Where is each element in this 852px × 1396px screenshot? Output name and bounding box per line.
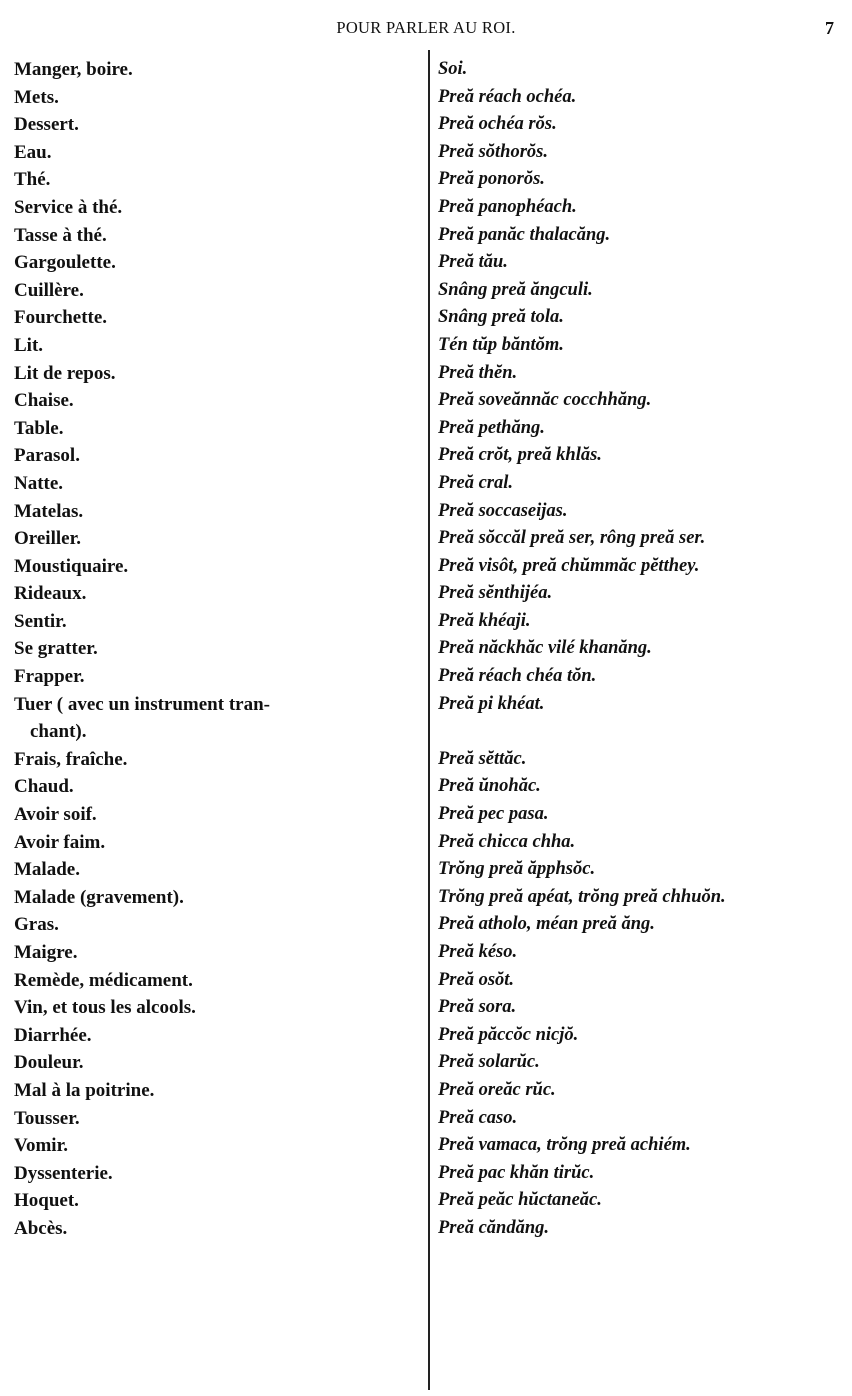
glossary-row [0, 304, 852, 332]
glossary-row [0, 911, 852, 939]
french-term-text: Frapper. [14, 666, 85, 688]
glossary-row [0, 415, 852, 443]
french-term-text: Malade (gravement). [14, 886, 184, 908]
french-term [14, 1187, 410, 1215]
royal-khmer-term: Preă pi khéat. [438, 693, 545, 714]
french-term-text: Douleur. [14, 1052, 84, 1074]
french-term [14, 663, 410, 691]
french-term [14, 442, 410, 470]
french-term [14, 415, 410, 443]
french-term-text: Matelas. [14, 500, 84, 522]
french-term-text: Cuillère. [14, 279, 84, 301]
french-term-text: Lit de repos. [14, 362, 116, 384]
french-term [14, 1160, 410, 1188]
royal-khmer-term: Preă pac khăn tirŭc. [438, 1162, 595, 1183]
french-term-text: Remède, médicament. [14, 969, 193, 991]
french-term [14, 84, 410, 112]
glossary-row [0, 1022, 852, 1050]
royal-khmer-term: Preă ochéa rŏs. [438, 114, 557, 135]
french-term-text: Avoir soif. [14, 804, 97, 826]
royal-khmer-term: Snâng preă ăngculi. [438, 279, 593, 300]
french-term [14, 525, 410, 553]
glossary-row [0, 553, 852, 581]
french-term [14, 111, 410, 139]
french-term-text: Chaud. [14, 776, 74, 798]
running-title: POUR PARLER AU ROI. [336, 18, 516, 37]
french-term-text: Hoquet. [14, 1190, 79, 1212]
royal-khmer-term: Preă vamaca, trŏng preă achiém. [438, 1135, 691, 1156]
french-term [14, 773, 410, 801]
royal-khmer-term: Preă pethăng. [438, 417, 545, 438]
french-term-text: Lit. [14, 334, 44, 356]
french-term [14, 856, 410, 884]
french-term-text: Natte. [14, 472, 64, 494]
royal-khmer-term: Preă soveănnăc cocchhăng. [438, 390, 652, 411]
glossary-row [0, 387, 852, 415]
french-term-text: Tousser. [14, 1107, 80, 1129]
french-term [14, 635, 410, 663]
french-term [14, 580, 410, 608]
royal-khmer-term: Preă panăc thalacăng. [438, 224, 611, 245]
royal-khmer-term: Soi. [438, 59, 468, 79]
royal-khmer-term: Preă thĕn. [438, 362, 518, 383]
french-term [14, 746, 410, 774]
french-term [14, 608, 410, 636]
glossary-row [0, 608, 852, 636]
royal-khmer-term: Preă păccŏc nicjŏ. [438, 1024, 579, 1045]
glossary-row [0, 801, 852, 829]
french-term [14, 1215, 410, 1243]
royal-khmer-term: Preă oreăc rŭc. [438, 1079, 556, 1100]
french-term [14, 553, 410, 581]
french-term-text: Thé. [14, 169, 51, 191]
french-term [14, 387, 410, 415]
royal-khmer-term: Preă caso. [438, 1107, 518, 1128]
glossary-row [0, 856, 852, 884]
royal-khmer-term: Preă sora. [438, 997, 517, 1018]
glossary-row [0, 277, 852, 305]
french-term-text: Sentir. [14, 610, 67, 632]
french-term-text: Service à thé. [14, 196, 123, 218]
french-term [14, 1105, 410, 1133]
french-term-text: Moustiquaire. [14, 555, 129, 577]
french-term-text: Vin, et tous les alcools. [14, 997, 196, 1019]
royal-khmer-term: Preă sŏthorŏs. [438, 141, 548, 162]
royal-khmer-term: Trŏng preă apéat, trŏng preă chhuŏn. [438, 886, 726, 907]
glossary-row [0, 84, 852, 112]
french-term-text: Vomir. [14, 1135, 69, 1157]
royal-khmer-term: Preă ŭnohăc. [438, 776, 541, 797]
french-term [14, 691, 410, 746]
glossary-row [0, 249, 852, 277]
french-term [14, 139, 410, 167]
glossary-row [0, 498, 852, 526]
french-term [14, 1132, 410, 1160]
royal-khmer-term: Preă panophéach. [438, 196, 577, 217]
glossary-row [0, 332, 852, 360]
royal-khmer-term: Snâng preă tola. [438, 307, 564, 328]
royal-khmer-term: Preă sŏccăl preă ser, rông preă ser. [438, 528, 706, 549]
glossary-row [0, 1077, 852, 1105]
glossary-row [0, 663, 852, 691]
royal-khmer-term: Trŏng preă ăpphsŏc. [438, 859, 596, 880]
glossary-row [0, 580, 852, 608]
royal-khmer-term: Preă ponorŏs. [438, 169, 545, 190]
french-term-text: Dessert. [14, 114, 79, 136]
french-term [14, 360, 410, 388]
glossary-row [0, 994, 852, 1022]
french-term-text: Fourchette. [14, 307, 108, 329]
glossary-row [0, 194, 852, 222]
french-term-text: Malade. [14, 859, 80, 881]
royal-khmer-term: Preă năckhăc vilé khanăng. [438, 638, 652, 659]
glossary-row [0, 525, 852, 553]
french-term [14, 1049, 410, 1077]
royal-khmer-term: Preă chicca chha. [438, 831, 576, 852]
royal-khmer-term: Preă soccaseijas. [438, 500, 568, 521]
french-term [14, 994, 410, 1022]
glossary-row [0, 1187, 852, 1215]
glossary-row [0, 1160, 852, 1188]
french-term [14, 222, 410, 250]
glossary-row [0, 166, 852, 194]
french-term [14, 967, 410, 995]
glossary-row [0, 746, 852, 774]
french-term-text: Maigre. [14, 942, 78, 963]
french-term-text: Avoir faim. [14, 831, 106, 853]
french-term [14, 56, 410, 84]
glossary-row [0, 56, 852, 84]
french-term-text: Gras. [14, 914, 59, 936]
french-term-text: Tasse à thé. [14, 224, 107, 246]
glossary-row [0, 222, 852, 250]
royal-khmer-term: Preă atholo, méan preă ăng. [438, 914, 655, 935]
royal-khmer-term: Preă solarŭc. [438, 1052, 540, 1073]
french-term [14, 829, 410, 857]
french-term-text: Eau. [14, 141, 52, 163]
french-term-text: Se gratter. [14, 638, 98, 660]
french-term [14, 801, 410, 829]
french-term-text: Diarrhée. [14, 1024, 92, 1046]
royal-khmer-term: Tén tŭp băntŏm. [438, 334, 564, 355]
french-term [14, 194, 410, 222]
french-term-text: Table. [14, 417, 64, 439]
french-term-text: Tuer ( avec un instrument tran- [14, 693, 270, 715]
royal-khmer-term: Preă osŏt. [438, 969, 515, 990]
royal-khmer-term: Preă khéaji. [438, 610, 531, 631]
glossary-row [0, 884, 852, 912]
royal-khmer-term: Preă réach ochéa. [438, 86, 577, 107]
glossary-row [0, 635, 852, 663]
glossary-row [0, 967, 852, 995]
french-term-text: Chaise. [14, 390, 74, 412]
royal-khmer-term: Preă peăc hŭctaneăc. [438, 1190, 602, 1211]
french-term-text: Gargoulette. [14, 252, 116, 274]
royal-khmer-term: Preă tău. [438, 252, 508, 273]
glossary-row [0, 1132, 852, 1160]
glossary-row [0, 111, 852, 139]
royal-khmer-term: Preă cral. [438, 472, 514, 493]
royal-khmer-term: Preă crŏt, preă khlăs. [438, 445, 602, 466]
french-term [14, 277, 410, 305]
french-term [14, 304, 410, 332]
french-term-text: Abcès. [14, 1217, 68, 1239]
page-header [0, 18, 852, 44]
royal-khmer-term: Preă sĕttăc. [438, 748, 527, 769]
french-term-continuation: chant). [30, 721, 87, 743]
french-term [14, 1022, 410, 1050]
french-term [14, 1077, 410, 1105]
royal-khmer-term: Preă pec pasa. [438, 804, 549, 825]
french-term [14, 166, 410, 194]
glossary-row [0, 691, 852, 746]
french-term [14, 884, 410, 912]
french-term [14, 470, 410, 498]
glossary-row [0, 470, 852, 498]
french-term-text: Rideaux. [14, 583, 87, 605]
glossary-row [0, 773, 852, 801]
royal-khmer-term: Preă réach chéa tŏn. [438, 666, 597, 687]
glossary-row [0, 360, 852, 388]
french-term-text: Frais, fraîche. [14, 748, 128, 770]
royal-khmer-term: Preă sĕnthijéa. [438, 583, 553, 604]
french-term-text: Mal à la poitrine. [14, 1079, 155, 1101]
french-term-text: Dyssenterie. [14, 1162, 113, 1184]
french-term [14, 939, 410, 967]
royal-khmer-term: Preă visôt, preă chŭmmăc pĕtthey. [438, 555, 700, 576]
glossary-row [0, 1049, 852, 1077]
french-term [14, 249, 410, 277]
glossary-row [0, 829, 852, 857]
french-term-text: Oreiller. [14, 528, 82, 550]
glossary-row [0, 139, 852, 167]
page-number: 7 [825, 18, 834, 38]
french-term [14, 911, 410, 939]
glossary-row [0, 939, 852, 967]
royal-khmer-term: Preă késo. [438, 942, 518, 962]
french-term-text: Mets. [14, 86, 59, 108]
french-term [14, 498, 410, 526]
glossary-row [0, 1105, 852, 1133]
french-term-text: Parasol. [14, 445, 80, 467]
royal-khmer-term: Preă căndăng. [438, 1217, 549, 1238]
french-term [14, 332, 410, 360]
glossary-row [0, 1215, 852, 1243]
glossary-table [0, 56, 852, 1243]
glossary-row [0, 442, 852, 470]
french-term-text: Manger, boire. [14, 59, 133, 80]
